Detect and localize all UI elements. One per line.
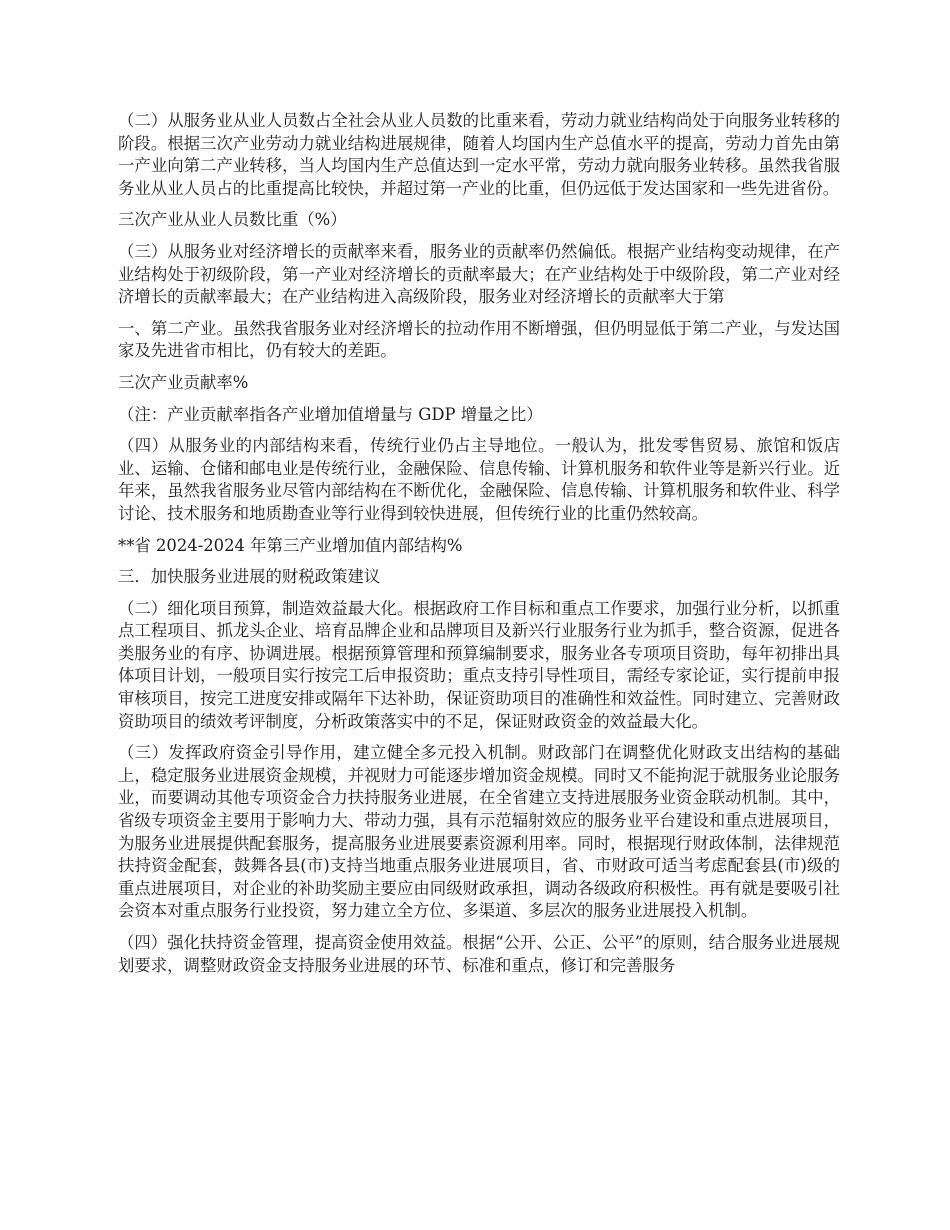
caption-employment-share: 三次产业从业人员数比重（%） <box>118 210 347 230</box>
paragraph-project-budget: （二）细化项目预算，制造效益最大化。根据政府工作目标和重点工作要求，加强行业分析，以抓重点工程项目、抓龙头企业、培育品牌企业和品牌项目及新兴行业服务行业为抓手，整合资源，促进各类服务业的有序、协调进展。根据预算管理和预算编制要求，服务业各专项项目资助，每年初排出具体项目计划，一般项目实行按完工后申报资助；重点支持引导性项目，需经专家论证，实行提前申报审核项目，按完工进度安排或隔年下达补助，保证资助项目的准确性和效益性。同时建立、完善财政资助项目的绩效考评制度，分析政策落实中的不足，保证财政资金的效益最大化。 <box>118 598 840 731</box>
document-body <box>118 110 840 986</box>
paragraph-fund-management: （四）强化扶持资金管理，提高资金使用效益。根据“公开、公正、公平”的原则，结合服务业进展规划要求，调整财政资金支持服务业进展的环节、标准和重点，修订和完善服务 <box>118 933 840 975</box>
caption-internal-structure: **省 2024-2024 年第三产业增加值内部结构% <box>118 535 463 555</box>
note-contribution-definition: （注：产业贡献率指各产业增加值增量与 GDP 增量之比） <box>118 404 543 424</box>
paragraph-employment-structure: （二）从服务业从业人员数占全社会从业人员数的比重来看，劳动力就业结构尚处于向服务业转移的阶段。根据三次产业劳动力就业结构进展规律，随着人均国内生产总值水平的提高，劳动力首先由第一产业向第二产业转移，当人均国内生产总值达到一定水平常，劳动力就向服务业转移。虽然我省服务业从业人员占的比重提高比较快，并超过第一产业的比重，但仍远低于发达国家和一些先进省份。 <box>118 111 840 198</box>
paragraph-internal-structure: （四）从服务业的内部结构来看，传统行业仍占主导地位。一般认为，批发零售贸易、旅馆和饭店业、运输、仓储和邮电业是传统行业，金融保险、信息传输、计算机服务和软件业等是新兴行业。近年来，虽然我省服务业尽管内部结构在不断优化，金融保险、信息传输、计算机服务和软件业、科学讨论、技术服务和地质勘查业等行业得到较快进展，但传统行业的比重仍然较高。 <box>118 436 840 523</box>
section-heading-policy: 三．加快服务业进展的财税政策建议 <box>118 567 381 587</box>
paragraph-contribution-rate: （三）从服务业对经济增长的贡献率来看，服务业的贡献率仍然偏低。根据产业结构变动规律，在产业结构处于初级阶段，第一产业对经济增长的贡献率最大；在产业结构处于中级阶段，第二产业对经济增长的贡献率最大；在产业结构进入高级阶段，服务业对经济增长的贡献率大于第 <box>118 241 840 307</box>
paragraph-government-funds: （三）发挥政府资金引导作用，建立健全多元投入机制。财政部门在调整优化财政支出结构的基础上，稳定服务业进展资金规模，并视财力可能逐步增加资金规模。同时又不能拘泥于就服务业论服务业，而要调动其他专项资金合力扶持服务业进展，在全省建立支持进展服务业资金联动机制。其中，省级专项资金主要用于影响力大、带动力强，具有示范辐射效应的服务业平台建设和重点进展项目，为服务业进展提供配套服务，提高服务业进展要素资源利用率。同时，根据现行财政体制，法律规范扶持资金配套，鼓舞各县(市)支持当地重点服务业进展项目，省、市财政可适当考虑配套县(市)级的重点进展项目，对企业的补助奖励主要应由同级财政承担，调动各级政府积极性。再有就是要吸引社会资本对重点服务行业投资，努力建立全方位、多渠道、多层次的服务业进展投入机制。 <box>118 743 840 921</box>
caption-contribution-rate: 三次产业贡献率% <box>118 372 249 392</box>
paragraph-contribution-rate-cont: 一、第二产业。虽然我省服务业对经济增长的拉动作用不断增强，但仍明显低于第二产业，与发达国家及先进省市相比，仍有较大的差距。 <box>118 318 840 361</box>
